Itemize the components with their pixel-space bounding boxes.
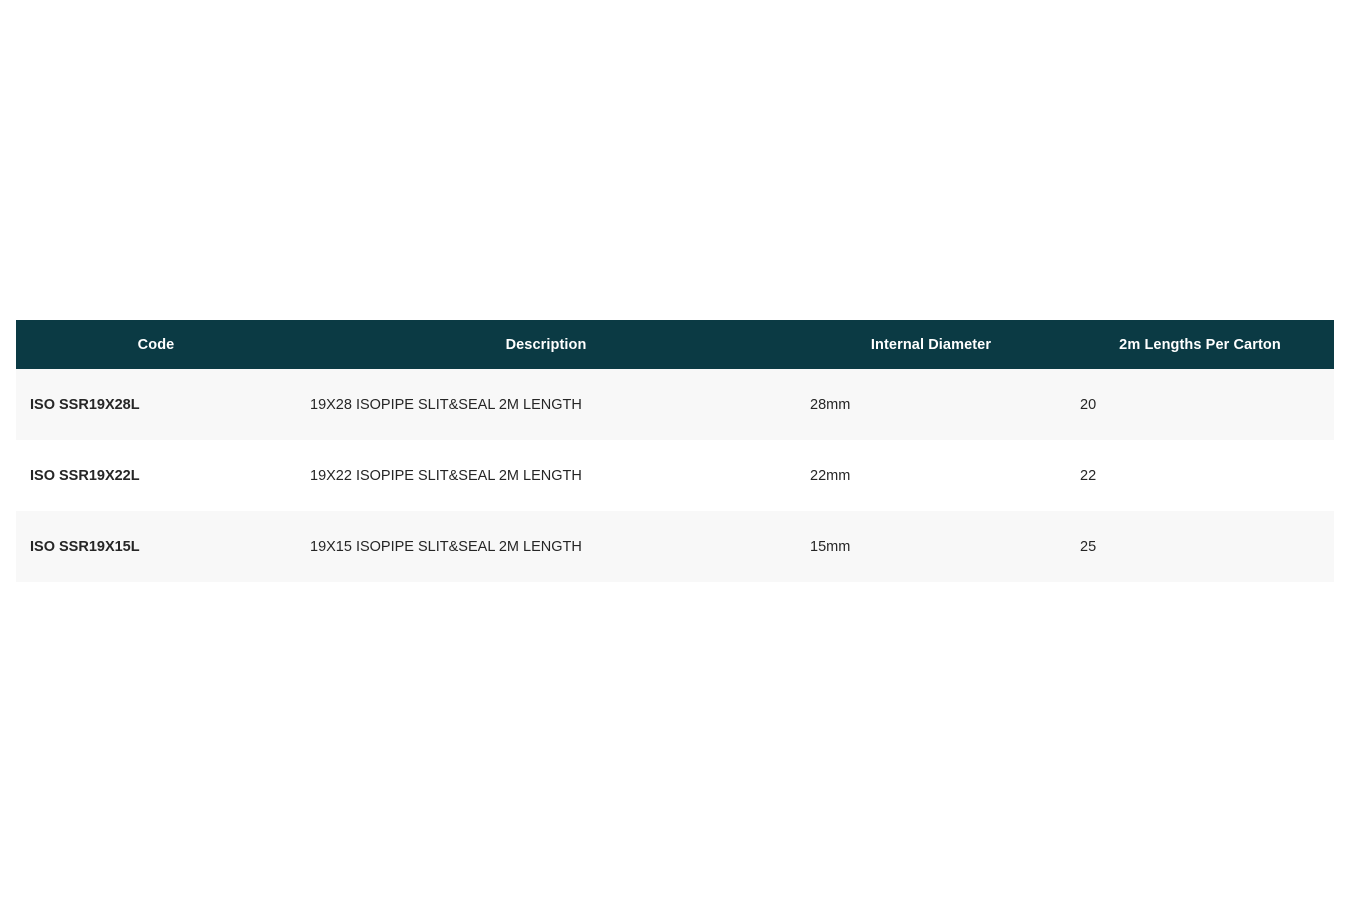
- column-header-lengths-per-carton: 2m Lengths Per Carton: [1066, 320, 1334, 369]
- cell-description: 19X28 ISOPIPE SLIT&SEAL 2M LENGTH: [296, 369, 796, 440]
- column-header-code: Code: [16, 320, 296, 369]
- cell-lengths-per-carton: 22: [1066, 440, 1334, 511]
- cell-lengths-per-carton: 25: [1066, 511, 1334, 582]
- table-row: [16, 369, 1334, 440]
- cell-internal-diameter: 28mm: [796, 369, 1066, 440]
- cell-internal-diameter: 15mm: [796, 511, 1066, 582]
- column-header-internal-diameter: Internal Diameter: [796, 320, 1066, 369]
- cell-description: 19X22 ISOPIPE SLIT&SEAL 2M LENGTH: [296, 440, 796, 511]
- product-spec-table: [16, 320, 1334, 582]
- cell-internal-diameter: 22mm: [796, 440, 1066, 511]
- table-body: [16, 369, 1334, 582]
- table-row: [16, 440, 1334, 511]
- table-header-row: [16, 320, 1334, 369]
- table-row: [16, 511, 1334, 582]
- cell-code: ISO SSR19X28L: [16, 369, 296, 440]
- cell-code: ISO SSR19X15L: [16, 511, 296, 582]
- column-header-description: Description: [296, 320, 796, 369]
- cell-lengths-per-carton: 20: [1066, 369, 1334, 440]
- cell-description: 19X15 ISOPIPE SLIT&SEAL 2M LENGTH: [296, 511, 796, 582]
- product-spec-table-container: [16, 320, 1334, 582]
- cell-code: ISO SSR19X22L: [16, 440, 296, 511]
- table-header: [16, 320, 1334, 369]
